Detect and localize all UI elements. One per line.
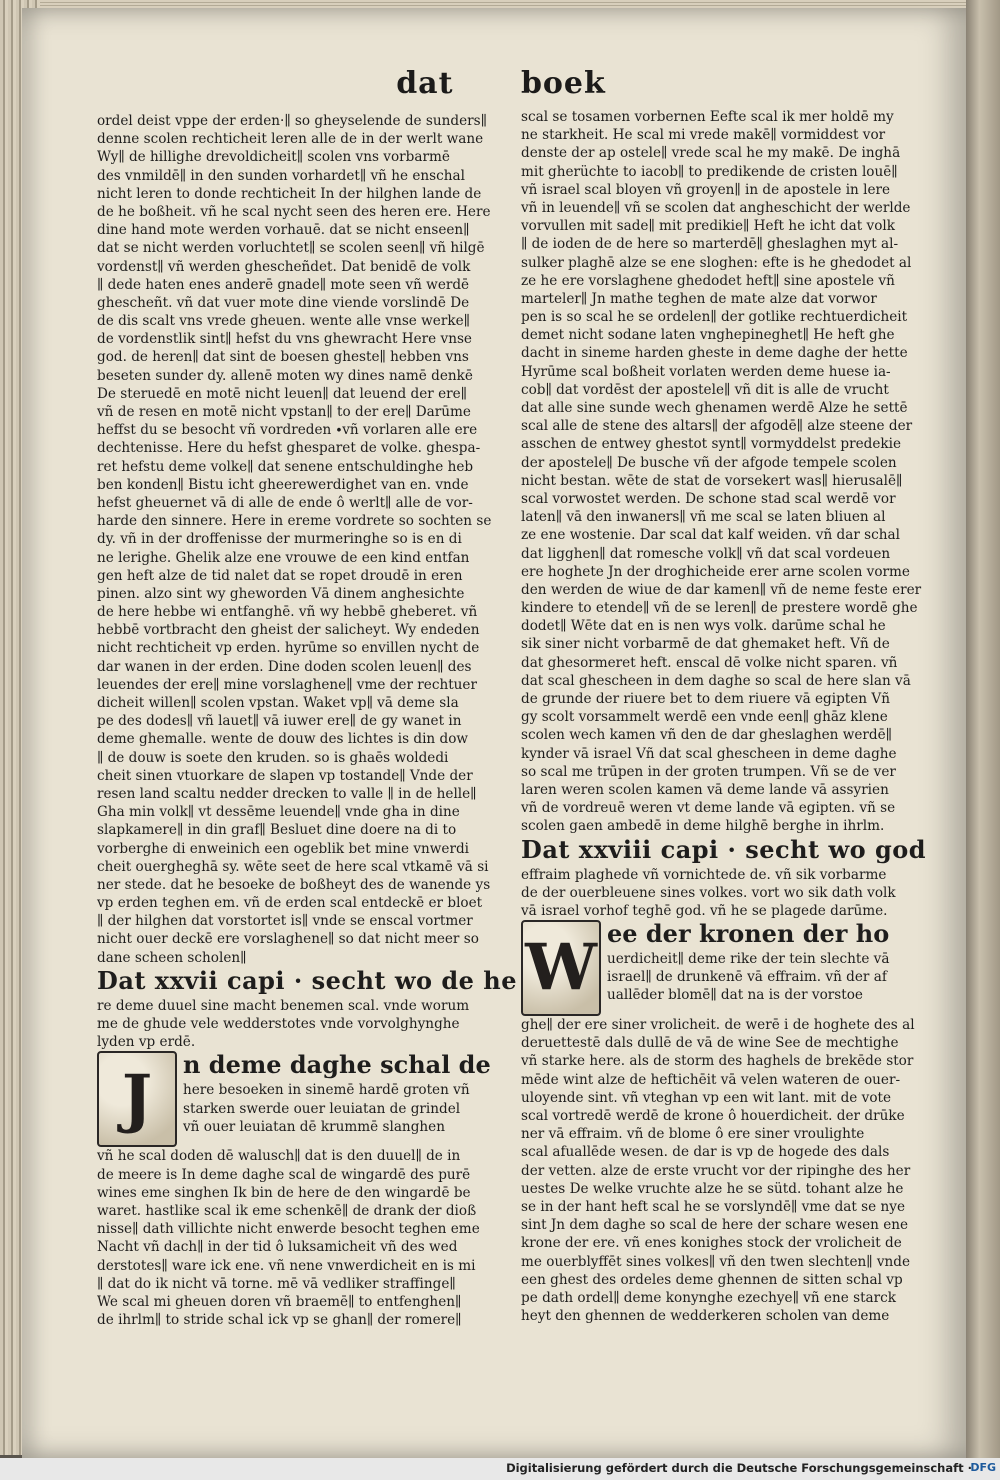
- text-line: vñ he scal doden dē walusch∥ dat is den duuel∥ de in: [97, 1148, 461, 1165]
- text-line: De steruedē en motē nicht leuen∥ dat leuend der ere∥: [97, 385, 467, 402]
- text-line: dat scal ghescheen in dem daghe so scal de here slan vā: [521, 672, 911, 689]
- text-line: krone der ere. vñ enes konighes stock der vrolicheit de: [521, 1235, 902, 1252]
- initial-block: [521, 920, 899, 1016]
- text-line: de here hebbe wi entfanghē. vñ wy hebbē gheberet. vñ: [97, 604, 478, 621]
- text-line: cheit sinen vtuorkare de slapen vp tostande∥ Vnde der: [97, 767, 473, 784]
- text-line: scal alle de stene des altars∥ der afgodē∥ alze steene der: [521, 418, 913, 435]
- text-line: gen heft alze de tid nalet dat se ropet droudē in eren: [97, 567, 463, 584]
- text-line: der apostele∥ De busche vñ der afgode tempele scolen: [521, 454, 897, 471]
- text-line: de ihrlm∥ to stride schal ick vp se ghan∥ der romere∥: [97, 1312, 462, 1329]
- text-line: dy. vñ in der droffenisse der murmeringhe so is en di: [97, 531, 462, 548]
- text-line: ner stede. dat he besoeke de boßheyt des de wanende ys: [97, 876, 491, 893]
- text-line: marteler∥ Jn mathe teghen de mate alze dat vorwor: [521, 290, 877, 307]
- text-line: derstotes∥ ware ick ene. vñ nene vnwerdicheit en is mi: [97, 1257, 476, 1274]
- text-line: dicheit willen∥ scolen vpstan. Waket vp∥ vā deme sla: [97, 695, 459, 711]
- text-line: israel∥ de drunkenē vā effraim. vñ der af: [607, 969, 887, 986]
- text-line: pen is so scal he se ordelen∥ der gotlike rechtuerdicheit: [521, 309, 908, 326]
- text-line: so scal me trūpen in der groten trumpen. Vñ se de ver: [521, 763, 896, 780]
- text-line: waret. hastlike scal ik eme schenkē∥ de drank der dioß: [97, 1202, 477, 1219]
- text-line: ben konden∥ Bistu icht gheerewerdighet van en. vnde: [97, 476, 469, 493]
- dfg-logo[interactable]: DFG: [970, 1461, 996, 1474]
- text-line: den werden de wiue de dar kamen∥ vñ de neme feste erer: [521, 581, 922, 598]
- chapter-summary-line: vā israel vorhof teghē god. vñ he se plagede darūme.: [521, 902, 888, 919]
- text-line: vorberghe di enweinich een ogeblik bet mine vnwerdi: [97, 840, 470, 857]
- footer-credit: Digitalisierung gefördert durch die Deutsche Forschungsgemeinschaft ·: [506, 1461, 972, 1475]
- text-line: We scal mi gheuen doren vñ braemē∥ to entfenghen∥: [97, 1293, 462, 1310]
- text-line: dat ligghen∥ dat romesche volk∥ vñ dat scal vordeuen: [521, 545, 891, 562]
- initial-lines: [183, 1051, 491, 1147]
- text-line: me ouerblyffēt sines volkes∥ vñ den twen slechten∥ vnde: [521, 1253, 911, 1270]
- text-line: ze he ere vorslaghene ghedodet heft∥ sine apostele vñ: [521, 272, 895, 289]
- running-head: [22, 66, 980, 101]
- text-line: ∥ de ioden de de here so marterdē∥ gheslaghen myt al-: [521, 236, 899, 253]
- initial-first-line: ee der kronen der ho: [607, 919, 890, 949]
- text-line: dat alle sine sunde wech ghenamen werdē Alze he settē: [521, 400, 908, 416]
- text-line: laten∥ vā den inwaners∥ vñ me scal se laten bliuen al: [521, 509, 886, 526]
- text-line: leuendes der ere∥ mine vorslaghene∥ vme der rechtuer: [97, 676, 477, 693]
- chapter-summary-line: lyden vp erdē.: [97, 1034, 196, 1051]
- text-line: ere hoghete Jn der droghicheide erer arne scolen vorme: [521, 563, 910, 580]
- text-line: des vnmildē∥ in den sunden vorhardet∥ vñ he enschal: [97, 167, 465, 184]
- text-line: sint Jn dem daghe so scal de here der schare wesen ene: [521, 1217, 909, 1234]
- text-line: een ghest des ordeles deme ghennen de sitten schal vp: [521, 1271, 903, 1288]
- text-line: ∥ de douw is soete den kruden. so is ghaēs woldedi: [97, 749, 449, 766]
- text-line: harde den sinnere. Here in ereme vordrete so sochten se: [97, 513, 492, 530]
- text-line: vp erden teghen em. vñ de erden scal entdeckē er bloet: [97, 895, 483, 912]
- text-line: scal se tosamen vorbernen Eefte scal ik mer holdē my: [521, 109, 894, 125]
- text-line: Gha min volk∥ vt dessēme leuende∥ vnde gha in dine: [97, 804, 460, 821]
- text-line: asschen de entwey ghestot synt∥ vormyddelst predekie: [521, 436, 902, 453]
- text-line: nicht rechticheit vp erden. hyrūme so envillen nycht de: [97, 640, 480, 657]
- text-line: der vetten. alze de erste vrucht vor der ripinghe des her: [521, 1162, 911, 1179]
- text-line: uloyende sint. vñ vteghan vp een wit lant. mit de vote: [521, 1089, 892, 1106]
- text-line: uestes De welke vruchte alze he se sütd. tohant alze he: [521, 1180, 904, 1197]
- text-line: resen land scaltu nedder drecken to valle ∥ in de helle∥: [97, 785, 477, 802]
- text-line: pinen. alzo sint wy gheworden Vā dinem anghesichte: [97, 585, 465, 602]
- text-line: dat ghesormeret heft. enscal dē volke nicht sparen. vñ: [521, 654, 898, 671]
- text-line: mit gherüchte to iacob∥ to predikende de cristen louē∥: [521, 163, 898, 180]
- chapter-heading: Dat xxvii capi · secht wo de he: [97, 965, 518, 995]
- text-line: dodet∥ Wēte dat en is nen wys volk. darūme schal he: [521, 618, 886, 635]
- text-line: de dis scalt vns vrede gheuen. wente alle vnse werke∥: [97, 313, 470, 330]
- text-line: wines eme singhen Ik bin de here de den wingardē be: [97, 1184, 471, 1201]
- initial-first-line: n deme daghe schal de: [183, 1050, 491, 1080]
- initial-block: [97, 1050, 491, 1147]
- text-line: dat se nicht werden vorluchtet∥ se scolen seen∥ vñ hilgē: [97, 240, 485, 257]
- text-line: dechtenisse. Here du hefst ghesparet de volke. ghespa-: [97, 440, 481, 457]
- text-line: nicht leren to donde rechticheit In der hilghen lande de: [97, 185, 482, 202]
- text-line: vñ in leuende∥ vñ se scolen dat angheschicht der werlde: [521, 199, 911, 216]
- text-line: nicht bestan. wēte de stat de vorsekert was∥ hierusalē∥: [521, 472, 903, 489]
- text-line: ghe∥ der ere siner vrolicheit. de werē i de hoghete des al: [521, 1017, 915, 1034]
- text-line: ne starkheit. He scal mi vrede makē∥ vormiddest vor: [521, 127, 886, 144]
- text-line: heffst du se besocht vñ vordreden ∙vñ vorlaren alle ere: [97, 422, 478, 439]
- text-line: scal vorwostet werden. De schone stad scal werdē vor: [521, 490, 896, 507]
- text-line: ∥ dat do ik nicht vā torne. mē vā vedliker straffinge∥: [97, 1275, 456, 1292]
- chapter-summary-line: re deme duuel sine macht benemen scal. vnde worum: [97, 997, 470, 1014]
- footer-bar: [0, 1458, 1000, 1480]
- decorated-initial: W: [521, 920, 601, 1016]
- text-line: kynder vā israel Vñ dat scal ghescheen in deme daghe: [521, 745, 897, 762]
- text-line: nicht ouer deckē ere vorslaghene∥ so dat nicht meer so: [97, 931, 479, 948]
- text-line: ner vā effraim. vñ de blome ô ere siner vroulighte: [521, 1126, 865, 1143]
- text-line: vorvullen mit sade∥ mit predikie∥ Heft he icht dat volk: [521, 218, 895, 235]
- text-line: de meere is In deme daghe scal de wingardē des purē: [97, 1166, 471, 1183]
- text-line: ret hefstu deme volke∥ dat senene entschuldinghe heb: [97, 458, 474, 475]
- text-line: ∥ dede haten enes anderē gnade∥ mote seen vñ werdē: [97, 276, 470, 293]
- text-line: denne scolen rechticheit leren alle de in der werlt wane: [97, 131, 484, 148]
- text-line: pe dath ordel∥ deme konynghe ezechye∥ vñ ene starck: [521, 1289, 896, 1306]
- text-line: ne lerighe. Ghelik alze ene vrouwe de een kind entfan: [97, 549, 470, 566]
- text-line: vñ ouer leuiatan dē krummē slanghen: [183, 1118, 445, 1135]
- text-line: de he boßheit. vñ he scal nycht seen des heren ere. Here: [97, 203, 491, 220]
- text-line: hefst gheuernet vā di alle de ende ô werlt∥ alle de vor-: [97, 494, 473, 511]
- text-line: sik siner nicht vorbarmē de dat ghemaket heft. Vñ de: [521, 636, 890, 653]
- left-column: [97, 112, 518, 1329]
- text-line: slapkamere∥ in din graf∥ Besluet dine doere na di to: [97, 822, 457, 839]
- text-line: cheit ouergheghā sy. wēte seet de here scal vtkamē vā si: [97, 858, 489, 875]
- text-line: denste der ap ostele∥ vrede scal he my makē. De inghā: [521, 145, 901, 162]
- chapter-summary-line: effraim plaghede vñ vornichtede de. vñ sik vorbarme: [521, 866, 887, 883]
- text-line: scolen wech kamen vñ den de dar gheslaghen werdē∥: [521, 727, 892, 744]
- chapter-summary-line: me de ghude vele wedderstotes vnde vorvolghynghe: [97, 1016, 460, 1032]
- chapter-heading: Dat xxviii capi · secht wo god: [521, 834, 927, 864]
- book-right-gutter: [966, 0, 1000, 1470]
- text-line: vñ starke here. als de storm des haghels de brekēde stor: [521, 1053, 914, 1070]
- text-line: dine hand mote werden vorhauē. dat se nicht enseen∥: [97, 222, 470, 239]
- text-line: vñ de vordreuē weren vt deme lande vā egipten. vñ se: [521, 800, 896, 817]
- text-line: scal vortredē werdē de krone ô houerdicheit. der drūke: [521, 1108, 905, 1124]
- text-line: starken swerde ouer leuiatan de grindel: [183, 1100, 461, 1117]
- text-line: de grunde der riuere bet to dem riuere vā egipten Vñ: [521, 691, 890, 707]
- text-line: laren weren scolen kamen vā deme lande vā assyrien: [521, 781, 889, 798]
- text-line: se in der hant heft scal he se vorslyndē∥ vme dat se nye: [521, 1198, 905, 1215]
- text-line: de vordenstlik sint∥ hefst du vns ghewracht Here vnse: [97, 331, 472, 348]
- text-line: gy scolt vorsammelt werdē een vnde een∥ ghāz klene: [521, 709, 888, 726]
- text-line: sulker plaghē alze se ene sloghen: efte is he ghedodet al: [521, 254, 912, 271]
- text-line: vñ de resen en motē nicht vpstan∥ to der ere∥ Darūme: [97, 404, 471, 420]
- text-line: Hyrūme scal boßheit vorlaten werden deme huese ia-: [521, 363, 891, 380]
- text-line: here besoeken in sinemē hardē groten vñ: [183, 1082, 470, 1099]
- right-column: [521, 108, 927, 1325]
- text-line: nisse∥ dath villichte nicht enwerde besocht teghen eme: [97, 1221, 480, 1238]
- text-line: Nacht vñ dach∥ in der tid ô luksamicheit vñ des wed: [97, 1239, 458, 1256]
- text-line: vñ israel scal bloyen vñ groyen∥ in de apostele in lere: [521, 181, 891, 198]
- text-line: scal afuallēde wesen. de dar is vp de hogede des dals: [521, 1144, 890, 1161]
- text-line: uerdicheit∥ deme rike der tein slechte vā: [607, 951, 890, 968]
- decorated-initial: J: [97, 1051, 177, 1147]
- initial-lines: [607, 920, 899, 1016]
- text-line: cob∥ dat vordēst der apostele∥ vñ dit is alle de vrucht: [521, 381, 889, 398]
- text-line: ∥ der hilghen dat vorstortet is∥ vnde se enscal vortmer: [97, 913, 473, 930]
- text-line: heyt den ghennen de wedderkeren scholen van deme: [521, 1308, 890, 1325]
- text-line: dar wanen in der erden. Dine doden scolen leuen∥ des: [97, 658, 472, 675]
- text-line: deme ghemalle. wente de douw des lichtes is din dow: [97, 731, 469, 748]
- text-line: ordel deist vppe der erden·∥ so gheyselende de sunders∥: [97, 113, 487, 129]
- text-line: deruettestē dals dullē de vā de wine See de mechtighe: [521, 1035, 899, 1052]
- text-line: kindere to etende∥ vñ de se leren∥ de prestere wordē ghe: [521, 600, 918, 617]
- text-line: scolen gaen ambedē in deme hilghē berghe in ihrlm.: [521, 818, 885, 835]
- text-line: uallēder blomē∥ dat na is der vorstoe: [607, 987, 863, 1004]
- running-head-left: dat: [396, 66, 454, 101]
- text-line: ze ene wostenie. Dar scal dat kalf weiden. vñ dar schal: [521, 527, 900, 544]
- text-line: vordenst∥ vñ werden ghescheñdet. Dat benidē de volk: [97, 258, 471, 275]
- text-line: demet nicht sodane laten vnghepineghet∥ He heft ghe: [521, 327, 895, 344]
- chapter-summary-line: de der ouerbleuene sines volkes. vort wo sik dath volk: [521, 884, 896, 901]
- text-line: hebbē vortbracht den gheist der salicheyt. Wy endeden: [97, 622, 480, 639]
- text-line: beseten sunder dy. allenē moten wy dines namē denkē: [97, 367, 473, 384]
- text-line: ghescheñt. vñ dat vuer mote dine viende vorslindē De: [97, 294, 470, 311]
- text-line: dane scheen scholen∥: [97, 949, 247, 966]
- text-line: god. de heren∥ dat sint de boesen gheste∥ hebben vns: [97, 349, 469, 366]
- running-head-right: boek: [520, 66, 606, 101]
- text-line: Wy∥ de hillighe drevoldicheit∥ scolen vns vorbarmē: [97, 149, 450, 166]
- text-line: dacht in sineme harden gheste in deme daghe der hette: [521, 345, 908, 362]
- text-line: pe des dodes∥ vñ lauet∥ vā iuwer ere∥ de gy wanet in: [97, 713, 462, 730]
- text-line: mēde wint alze de heftichēit vā velen wateren de ouer-: [521, 1071, 901, 1088]
